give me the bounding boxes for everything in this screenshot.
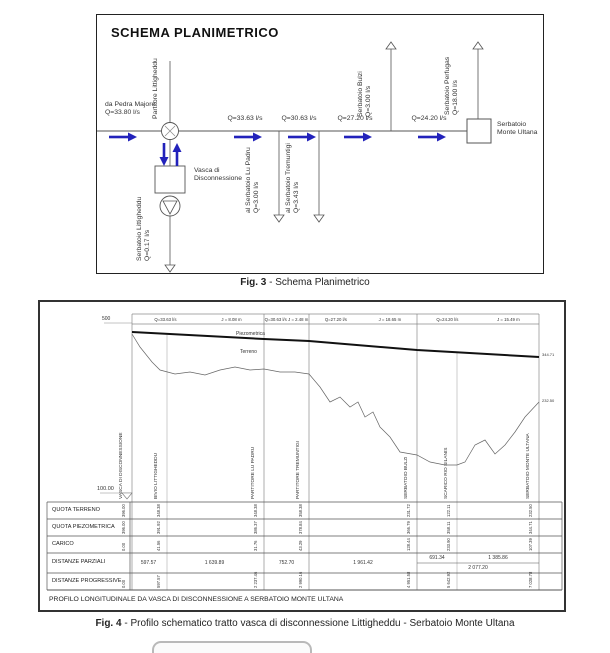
inlet-flow: Q=33.80 l/s — [105, 109, 140, 116]
piezo-value: 396.00 — [121, 521, 126, 534]
terreno-value: 358.38 — [298, 504, 303, 517]
littigheddu-name: Serbatoio Littigheddu — [136, 196, 143, 261]
row-header-quota-terreno: QUOTA TERRENO — [52, 507, 100, 513]
piezo-value: 366.79 — [406, 521, 411, 534]
terreno-value: 348.38 — [156, 504, 161, 517]
end-tank-label — [497, 121, 537, 137]
progressiva-value: 2 990.16 — [298, 571, 303, 588]
carico-value: 41.56 — [156, 540, 161, 551]
tract2-j: J = 2.48 m — [288, 316, 309, 322]
tremuntigi-flow: Q=3.43 l/s — [293, 181, 300, 213]
terreno-value: 122.11 — [446, 504, 451, 517]
tract4-q: Q=24.20 l/s — [436, 316, 459, 322]
profile-drawing-title: PROFILO LONGITUDINALE DA VASCA DI DISCONNESSIONE A SERBATOIO MONTE ULTANA — [49, 596, 344, 603]
progressiva-value: 597.57 — [156, 575, 161, 588]
parziale-value: 597.57 — [140, 560, 157, 566]
station-name-ultana: SERBATOIO MONTE ULTANA — [526, 433, 531, 499]
fig3-caption-text: - Schema Planimetrico — [266, 277, 370, 288]
fig4-caption-number: Fig. 4 — [95, 618, 122, 629]
carico-value: 43.29 — [298, 540, 303, 551]
progressiva-value: 0.00 — [121, 579, 126, 588]
piezo-value: 378.84 — [298, 521, 303, 534]
piezo-value: 344.71 — [528, 521, 533, 534]
progressiva-value: 2 237.46 — [253, 571, 258, 588]
tract1-j: J = 8.08 m — [221, 316, 242, 322]
parziale-value: 1 639.89 — [204, 560, 225, 566]
flow-label-3: Q=27.20 l/s — [337, 115, 373, 122]
terreno-value: 348.38 — [253, 504, 258, 517]
fig4-caption-text: - Profilo schematico tratto vasca di disconnessione Littigheddu - Serbatoio Monte Ultana — [121, 618, 515, 629]
tract-header-1 — [132, 314, 264, 324]
station-name-lu-padru: PARTITORE LU PADRU — [251, 446, 256, 499]
carico-value: 233.90 — [446, 538, 451, 551]
flow-label-4: Q=24.20 l/s — [411, 115, 447, 122]
carico-value: 128.44 — [406, 538, 411, 551]
terreno-end-label: 232.50 — [542, 398, 555, 403]
perfugas-flow: Q=18.00 l/s — [452, 80, 459, 115]
station-name-bivio: BIVIO LITTIGHEDDU — [154, 452, 159, 499]
flow-label-2: Q=30.63 l/s — [281, 115, 317, 122]
station-name-vasca: VASCA DI DISCONNESSIONE — [119, 432, 124, 499]
tract-header-4 — [417, 314, 539, 324]
row-header-distanze-parziali: DISTANZE PARZIALI — [52, 559, 106, 565]
progressiva-value: 5 642.92 — [446, 571, 451, 588]
datum-label: 100.00 — [97, 486, 114, 492]
parziale-subtotal: 2 077.20 — [468, 565, 488, 571]
perfugas-branch-label — [444, 57, 460, 115]
vasca-label-line1: Vasca di — [194, 167, 220, 174]
piezo-value: 358.11 — [446, 521, 451, 534]
tract4-j: J = 15.49 m — [497, 316, 520, 322]
progressiva-value: 4 951.58 — [406, 571, 411, 588]
row-header-distanze-progressive: DISTANZE PROGRESSIVE — [52, 578, 122, 584]
terreno-value: 396.00 — [121, 504, 126, 517]
fig3-schema-planimetrico — [96, 14, 544, 274]
piezo-value: 386.37 — [253, 521, 258, 534]
carico-value: 0.00 — [121, 542, 126, 551]
tract3-q: Q=27.20 l/s — [324, 316, 347, 322]
fig3-caption — [0, 277, 610, 288]
piezometrica-label: Piezometrica — [236, 331, 265, 337]
littigheddu-branch-label — [136, 197, 152, 261]
tremuntigi-branch-label — [285, 143, 301, 213]
terreno-label: Terreno — [240, 349, 257, 355]
parziale-value: 752.70 — [278, 560, 295, 566]
parziale-value: 1 385.86 — [488, 555, 508, 561]
parziale-value: 1 961.42 — [353, 560, 373, 566]
row-header-quota-piezometrica: QUOTA PIEZOMETRICA — [52, 524, 115, 530]
carico-value: 107.39 — [528, 538, 533, 551]
row-header-carico: CARICO — [52, 541, 74, 547]
tract-header-2 — [264, 314, 309, 324]
station-name-tremuntigi: PARTITORE TREMUNTIGI — [296, 440, 301, 499]
vasca-label — [194, 167, 242, 183]
terreno-value: 231.72 — [406, 504, 411, 517]
lu-padru-name: al Serbatoio Lu Padru — [245, 147, 252, 213]
vasca-label-line2: Disconnessione — [194, 175, 242, 182]
station-name-scarico: SCARICO RIO SILANIS — [444, 447, 449, 499]
parziale-value: 691.34 — [429, 555, 445, 561]
perfugas-name: Serbatoio Perfugas — [444, 56, 451, 115]
inlet-label — [105, 101, 155, 117]
fig3-line-drawing — [97, 15, 543, 273]
fig3-caption-number: Fig. 3 — [240, 277, 267, 288]
carico-value: 31.76 — [253, 540, 258, 551]
piezo-end-label: 344.71 — [542, 352, 555, 357]
tract2-q: Q=30.63 l/s — [264, 316, 287, 322]
axis-top-label: 500 — [102, 316, 111, 322]
end-tank-line1: Serbatoio — [497, 121, 527, 128]
fig4-profilo-longitudinale — [38, 300, 566, 612]
bulzi-branch-label — [357, 71, 373, 117]
lu-padru-branch-label — [245, 147, 261, 213]
lu-padru-flow: Q=3.00 l/s — [253, 181, 260, 213]
flow-label-1: Q=33.63 l/s — [227, 115, 263, 122]
fig3-title: SCHEMA PLANIMETRICO — [111, 25, 279, 40]
fig4-caption — [0, 618, 610, 629]
tract1-q: Q=33.63 l/s — [154, 316, 177, 322]
bulzi-flow: Q=3.00 l/s — [365, 85, 372, 117]
tremuntigi-name: al Serbatoio Tremuntigi — [285, 143, 292, 213]
littigheddu-flow: Q=0.17 l/s — [144, 229, 151, 261]
bulzi-name: Serbatoio Bulzi — [357, 71, 364, 117]
tract-header-3 — [309, 314, 417, 324]
station-name-bulzi: SERBATOIO BULZI — [404, 456, 409, 499]
terreno-value: 232.50 — [528, 504, 533, 517]
next-figure-partial-edge — [152, 641, 312, 653]
inlet-name: da Pedra Majore — [105, 101, 156, 108]
end-tank-line2: Monte Ultana — [497, 129, 538, 136]
partitore-label: Partitore Littigheddu — [152, 58, 159, 119]
progressiva-value: 7 028.78 — [528, 571, 533, 588]
tract3-j: J = 18.65 m — [378, 316, 402, 322]
piezo-value: 391.92 — [156, 521, 161, 534]
